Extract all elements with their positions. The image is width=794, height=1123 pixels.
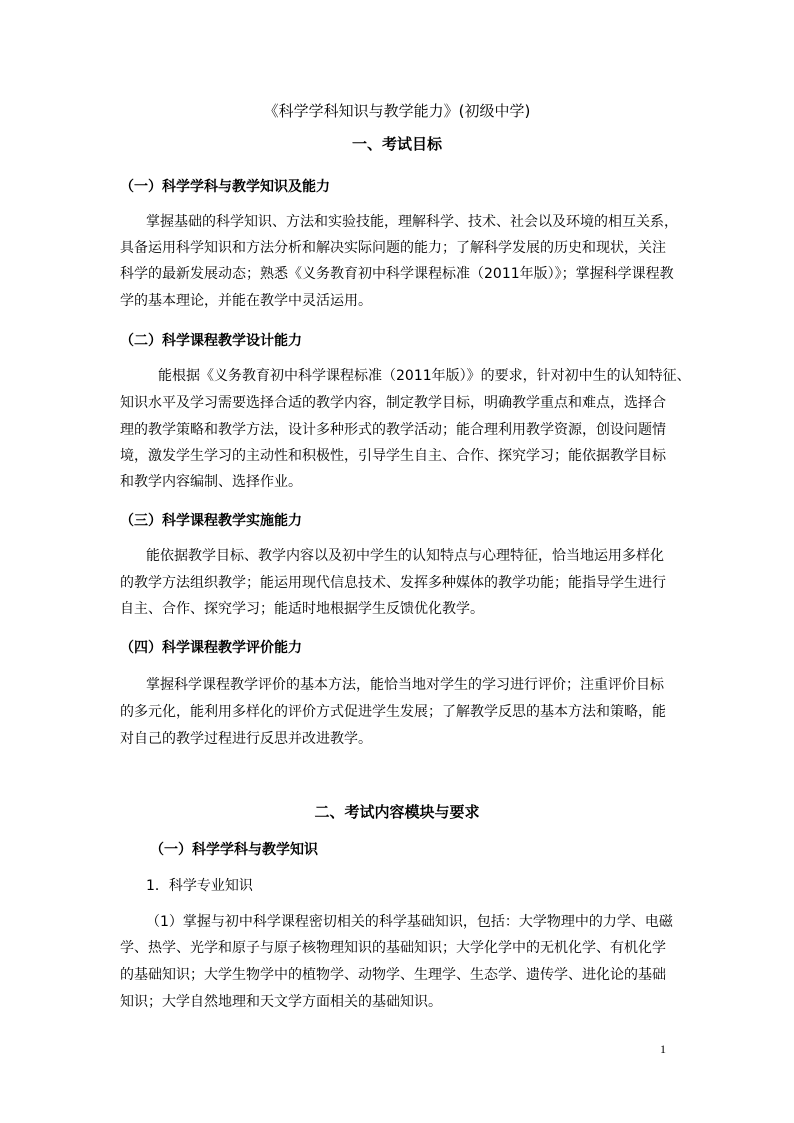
document-title: 《科学学科知识与教学能力》(初级中学) <box>263 102 531 120</box>
subsection-heading-4: （四）科学课程教学评价能力 <box>120 640 302 656</box>
paragraph-line: 科学的最新发展动态；熟悉《义务教育初中科学课程标准（2011年版）》；掌握科学课程教 <box>120 266 674 282</box>
paragraph-line: 的教学方法组织教学；能运用现代信息技术、发挥多种媒体的教学功能；能指导学生进行 <box>120 575 666 591</box>
subsection-heading-2: （二）科学课程教学设计能力 <box>120 333 302 349</box>
paragraph-line: 自主、合作、探究学习；能适时地根据学生反馈优化教学。 <box>120 601 484 617</box>
paragraph-line: 知识水平及学习需要选择合适的教学内容，制定教学目标，明确教学重点和难点，选择合 <box>120 395 666 411</box>
paragraph-line: 的基础知识；大学生物学中的植物学、动物学、生理学、生态学、遗传学、进化论的基础 <box>120 967 666 983</box>
paragraph-line: 掌握科学课程教学评价的基本方法，能恰当地对学生的学习进行评价；注重评价目标 <box>146 677 664 693</box>
paragraph-line: 和教学内容编制、选择作业。 <box>120 474 302 490</box>
paragraph-line: 能根据《义务教育初中科学课程标准（2011年版）》的要求，针对初中生的认知特征、 <box>158 368 691 384</box>
paragraph-line: 知识；大学自然地理和天文学方面相关的基础知识。 <box>120 994 442 1010</box>
page-number: 1 <box>660 1042 666 1056</box>
paragraph-line: 能依据教学目标、教学内容以及初中学生的认知特点与心理特征，恰当地运用多样化 <box>146 548 664 564</box>
paragraph-line: 境，激发学生学习的主动性和积极性，引导学生自主、合作、探究学习；能依据教学目标 <box>120 448 666 464</box>
paragraph-line: 学的基本理论，并能在教学中灵活运用。 <box>120 293 372 309</box>
paragraph-line: 掌握基础的科学知识、方法和实验技能，理解科学、技术、社会以及环境的相互关系， <box>146 214 678 230</box>
subsection-heading-knowledge: （一）科学学科与教学知识 <box>150 842 318 858</box>
item-heading: 1．科学专业知识 <box>146 878 253 894</box>
paragraph-line: 具备运用科学知识和方法分析和解决实际问题的能力；了解科学发展的历史和现状，关注 <box>120 240 666 256</box>
subsection-heading-1: （一）科学学科与教学知识及能力 <box>120 179 330 195</box>
section-heading-exam-content: 二、考试内容模块与要求 <box>314 803 480 821</box>
paragraph-line: 对自己的教学过程进行反思并改进教学。 <box>120 731 372 747</box>
subsection-heading-3: （三）科学课程教学实施能力 <box>120 513 302 529</box>
paragraph-line: 学、热学、光学和原子与原子核物理知识的基础知识；大学化学中的无机化学、有机化学 <box>120 940 666 956</box>
paragraph-line: （1）掌握与初中科学课程密切相关的科学基础知识，包括：大学物理中的力学、电磁 <box>146 914 673 930</box>
section-heading-exam-objectives: 一、考试目标 <box>351 135 442 153</box>
paragraph-line: 的多元化，能利用多样化的评价方式促进学生发展；了解教学反思的基本方法和策略，能 <box>120 704 666 720</box>
paragraph-line: 理的教学策略和教学方法，设计多种形式的教学活动；能合理利用教学资源，创设问题情 <box>120 422 666 438</box>
